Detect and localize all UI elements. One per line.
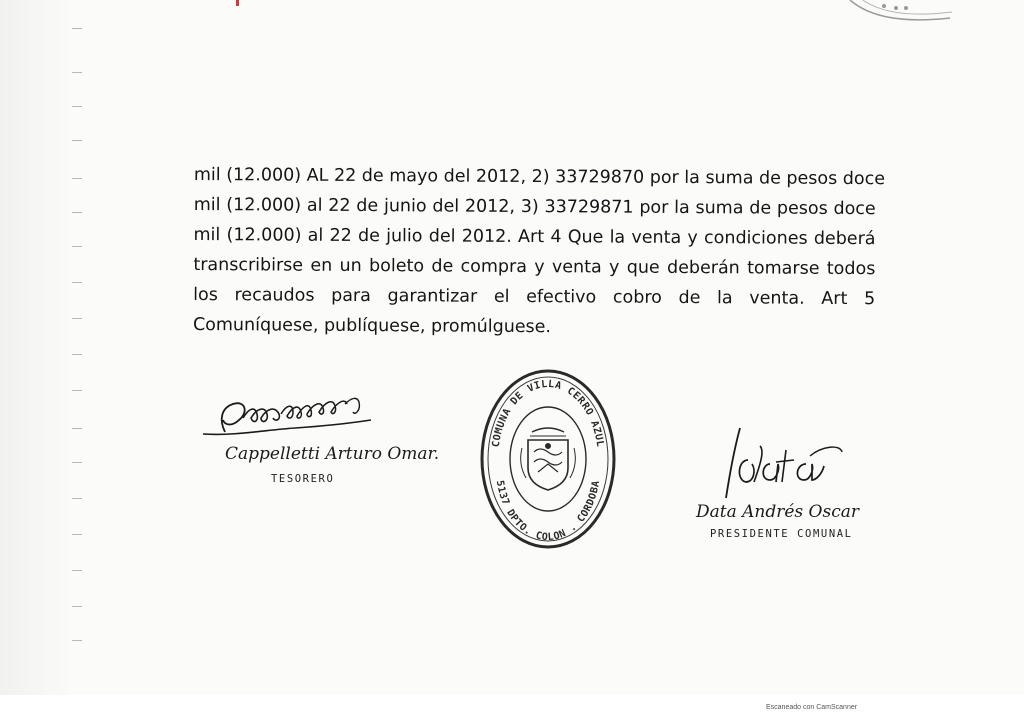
official-seal	[478, 368, 618, 550]
seal-bottom-text: 5137 DPTO. COLON . CORDOBA	[493, 479, 603, 544]
president-signature-block	[690, 420, 880, 550]
president-name: Data Andrés Oscar	[696, 502, 860, 522]
president-role: PRESIDENTE COMUNAL	[710, 528, 853, 540]
corner-stamp-fragment	[840, 0, 960, 26]
body-line-5: los recaudos para garantizar el efectivo cobro de la venta. Art 5	[193, 284, 876, 310]
body-line-6: Comuníquese, publíquese, promúlguese.	[192, 314, 552, 338]
body-line-2: mil (12.000) al 22 de junio del 2012, 3) 33729871 por la suma de pesos doce	[193, 194, 876, 220]
body-line-1: mil (12.000) AL 22 de mayo del 2012, 2) 33729870 por la suma de pesos doce	[193, 164, 886, 190]
red-margin-mark	[236, 0, 239, 6]
treasurer-signature-block	[195, 390, 440, 490]
coat-of-arms-icon	[521, 428, 576, 490]
scanner-watermark: Escaneado con CamScanner	[766, 704, 858, 711]
document-body	[192, 160, 886, 344]
scan-bottom-margin	[0, 695, 1024, 724]
body-line-3: mil (12.000) al 22 de julio del 2012. Art 4 Que la venta y condiciones deberá	[193, 224, 876, 250]
treasurer-signature-scribble	[195, 390, 385, 446]
treasurer-role: TESORERO	[271, 473, 335, 485]
president-signature-scribble	[690, 420, 880, 510]
body-line-4: transcribirse en un boleto de compra y venta y que deberán tomarse todos	[193, 254, 876, 280]
treasurer-name: Cappelletti Arturo Omar.	[225, 444, 440, 464]
seal-top-text: COMUNA DE VILLA CERRO AZUL	[490, 378, 606, 448]
scan-left-edge	[0, 0, 70, 695]
